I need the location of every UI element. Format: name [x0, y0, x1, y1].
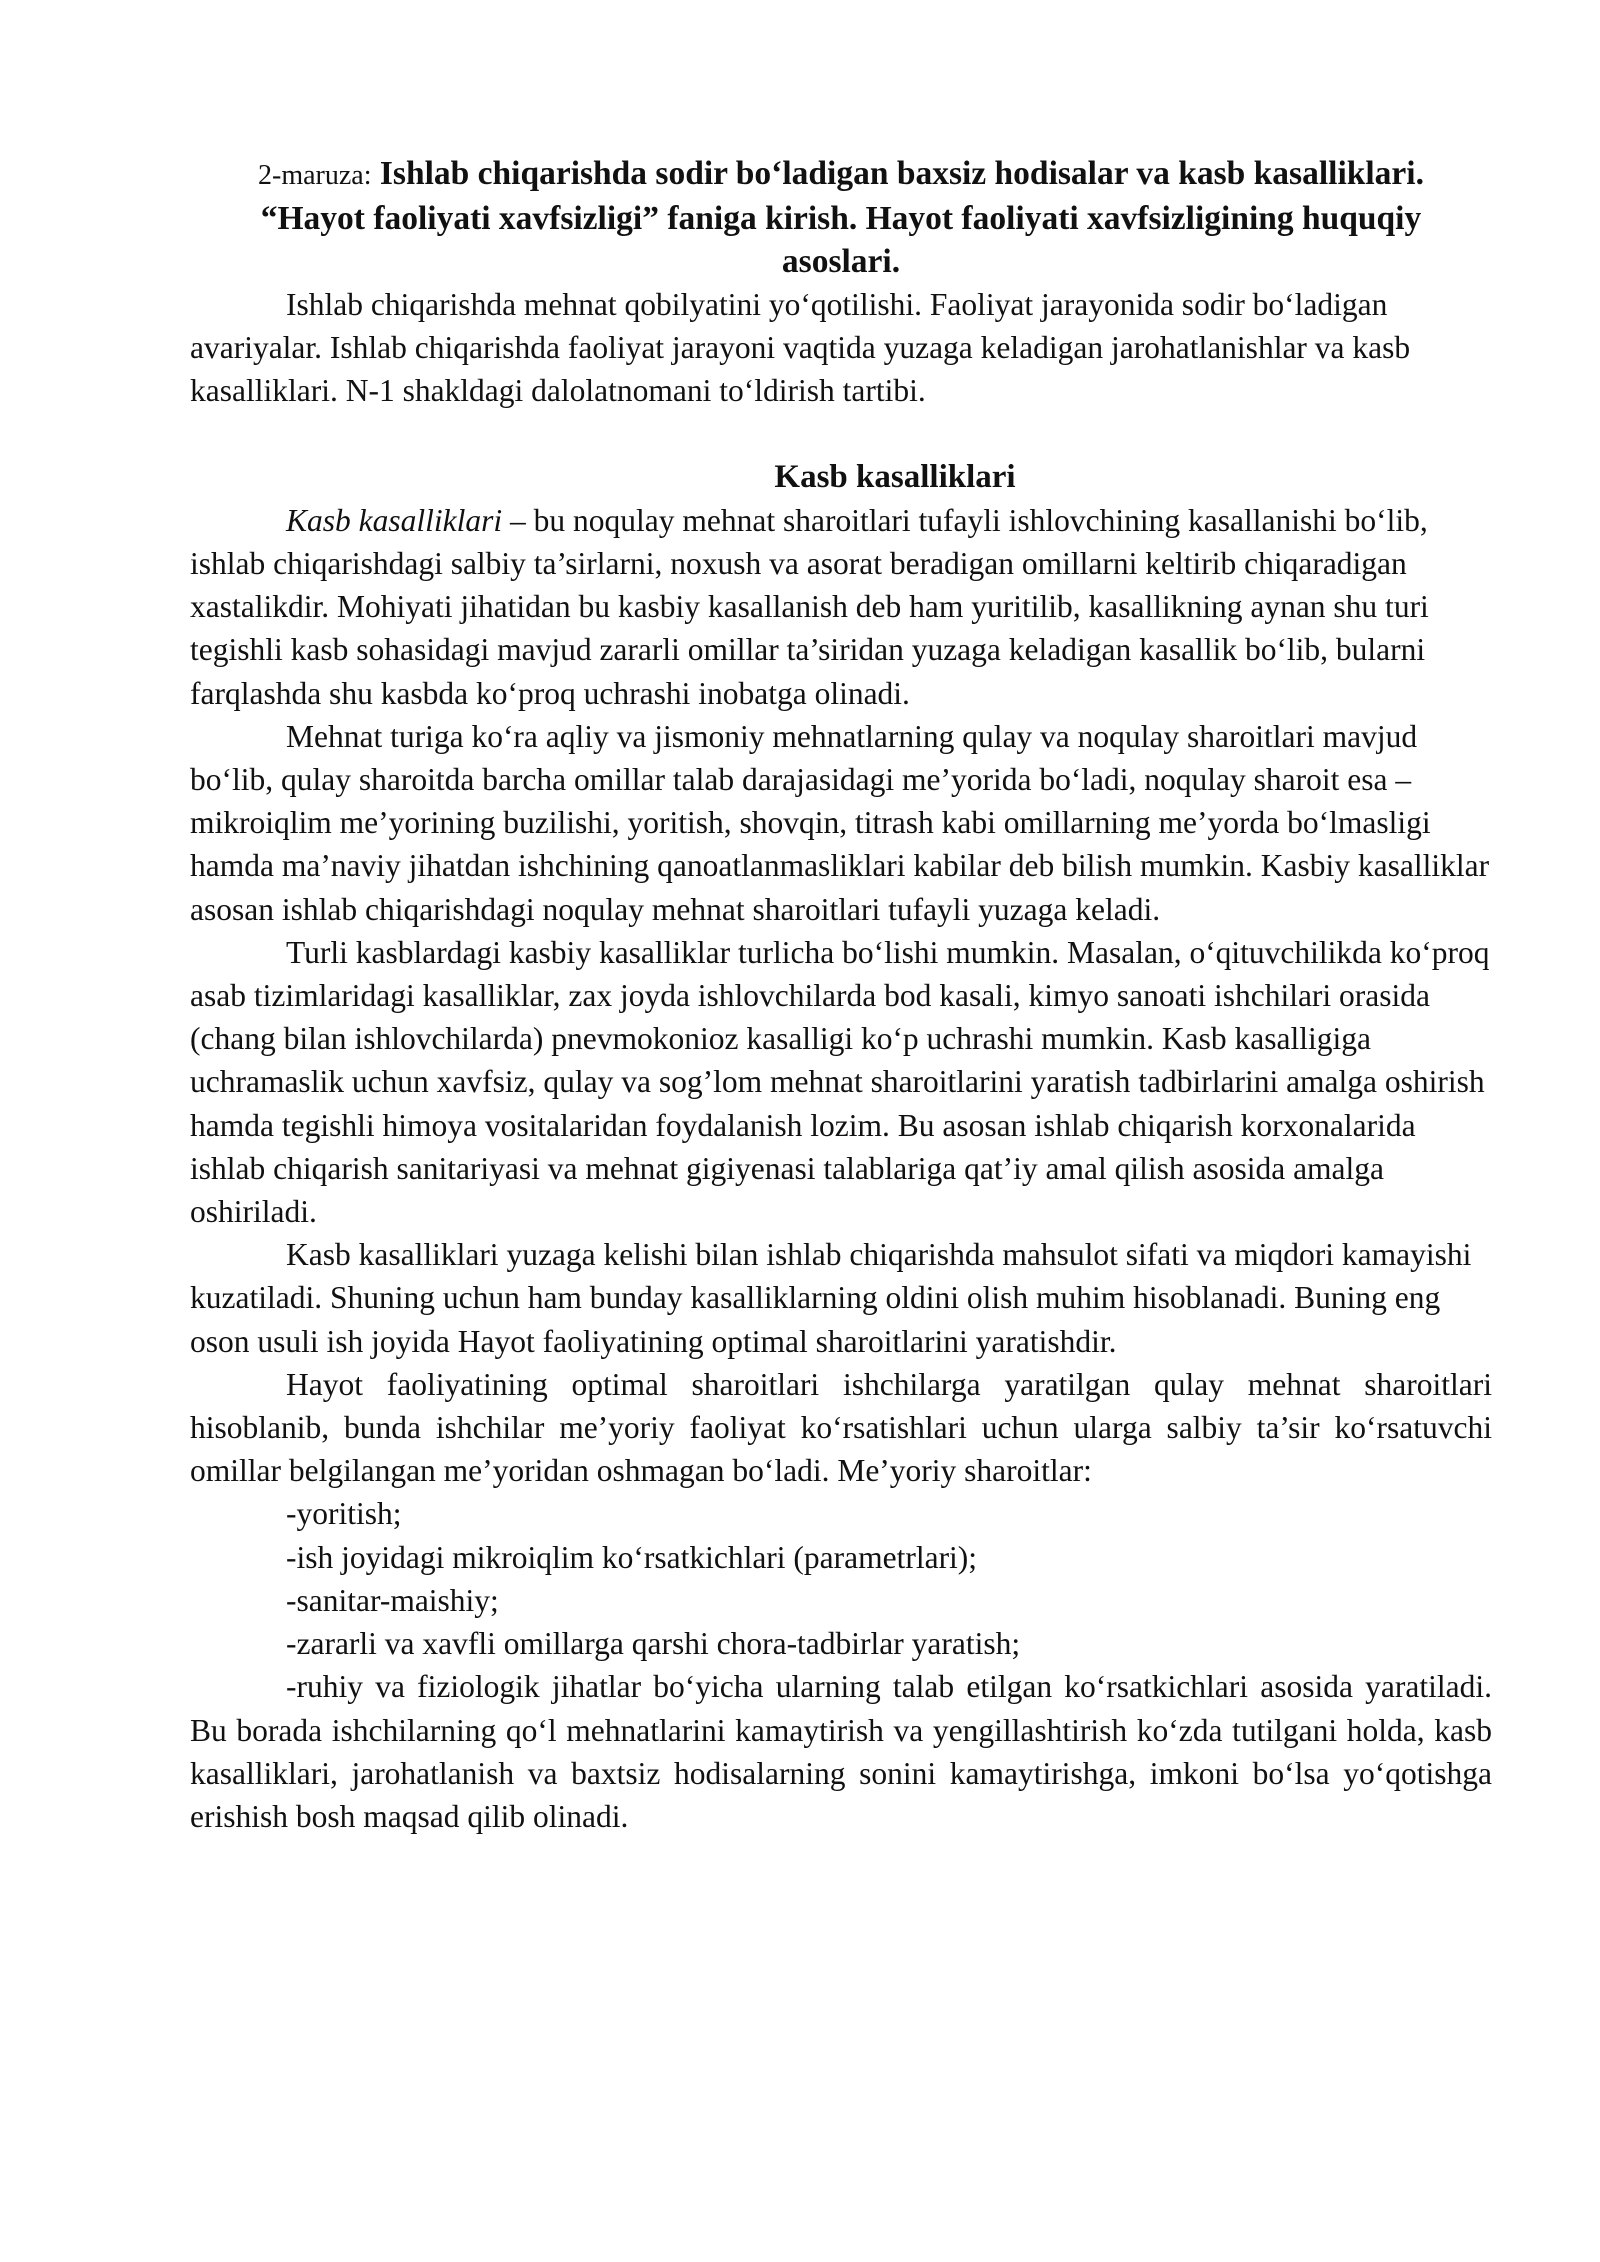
spacer [190, 413, 1492, 456]
paragraph-2: Mehnat turiga ko‘ra aqliy va jismoniy mehnatlarning qulay va noqulay sharoitlari mavjud bo‘lib, qulay sharoitda barcha omillar talab darajasidagi me’yorida bo‘ladi, noqulay sharoit esa – mikroiqlim me’yorining buzilishi, yoritish, shovqin, titrash kabi omillarning me’yorda bo‘lmasligi hamda ma’naviy jihatdan ishchining qanoatlanmasliklari kabilar deb bilish mumkin. Kasbiy kasalliklar asosan ishlab chiqarishdagi noqulay mehnat sharoitlari tufayli yuzaga keladi. [190, 718, 1490, 927]
list-item: -ish joyidagi mikroiqlim ko‘rsatkichlari (parametrlari); [286, 1539, 978, 1575]
paragraph-6: -ruhiy va fiziologik jihatlar bo‘yicha ularning talab etilgan ko‘rsatkichlari asosida yaratiladi. Bu borada ishchilarning qo‘l mehnatlarini kamaytirish va yengillashtirish ko‘zda tutilgani holda, kasb kasalliklari, jarohatlanish va baxtsiz hodisalarning sonini kamaytirishga, imkoni bo‘lsa yo‘qotishga erishish bosh maqsad qilib olinadi. [190, 1669, 1492, 1834]
paragraph-definition [190, 499, 1492, 715]
lecture-title-text: Ishlab chiqarishda sodir bo‘ladigan baxsiz hodisalar va kasb kasalliklari. “Hayot faoliyati xavfsizligi” faniga kirish. Hayot faoliyati xavfsizligining huquqiy asoslari. [260, 155, 1424, 280]
lecture-title [190, 152, 1492, 283]
paragraph-5: Hayot faoliyatining optimal sharoitlari ishchilarga yaratilgan qulay mehnat sharoitlari hisoblanib, bunda ishchilar me’yoriy faoliyat ko‘rsatishlari uchun ularga salbiy ta’sir ko‘rsatuvchi omillar belgilangan me’yoridan oshmagan bo‘ladi. Me’yoriy sharoitlar: [190, 1366, 1492, 1489]
list-item: -zararli va xavfli omillarga qarshi chora-tadbirlar yaratish; [286, 1626, 1021, 1662]
lecture-number: 2-maruza: [258, 160, 372, 191]
list-item: -sanitar-maishiy; [286, 1582, 499, 1618]
paragraph-3: Turli kasblardagi kasbiy kasalliklar turlicha bo‘lishi mumkin. Masalan, o‘qituvchilikda ko‘proq asab tizimlaridagi kasalliklar, zax joyda ishlovchilarda bod kasali, kimyo sanoati ishchilari orasida (chang bilan ishlovchilarda) pnevmokonioz kasalligi ko‘p uchrashi mumkin. Kasb kasalligiga uchramaslik uchun xavfsiz, qulay va sog’lom mehnat sharoitlarini yaratish tadbirlarini amalga oshirish hamda tegishli himoya vositalaridan foydalanish lozim. Bu asosan ishlab chiqarish korxonalarida ishlab chiqarish sanitariyasi va mehnat gigiyenasi talablariga qat’iy amal qilish asosida amalga oshiriladi. [190, 934, 1490, 1230]
paragraph-4: Kasb kasalliklari yuzaga kelishi bilan ishlab chiqarishda mahsulot sifati va miqdori kamayishi kuzatiladi. Shuning uchun ham bunday kasalliklarning oldini olish muhim hisoblanadi. Buning eng oson usuli ish joyida Hayot faoliyatining optimal sharoitlarini yaratishdir. [190, 1237, 1472, 1359]
section-heading: Kasb kasalliklari [774, 458, 1016, 495]
definition-text: – bu noqulay mehnat sharoitlari tufayli ishlovchining kasallanishi bo‘lib, ishlab chiqarishdagi salbiy ta’sirlarni, noxush va asorat beradigan omillarni keltirib chiqaradigan xastalikdir. Mohiyati jihatidan bu kasbiy kasallanish deb ham yuritilib, kasallikning aynan shu turi tegishli kasb sohasidagi mavjud zararli omillar ta’siridan yuzaga keladigan kasallik bo‘lib, bularni farqlashda shu kasbda ko‘proq uchrashi inobatga olinadi. [190, 502, 1429, 711]
intro-paragraph: Ishlab chiqarishda mehnat qobilyatini yo‘qotilishi. Faoliyat jarayonida sodir bo‘ladigan avariyalar. Ishlab chiqarishda faoliyat jarayoni vaqtida yuzaga keladigan jarohatlanishlar va kasb kasalliklari. N-1 shakldagi dalolatnomani to‘ldirish tartibi. [190, 287, 1411, 409]
term-kasb-kasalliklari: Kasb kasalliklari [286, 502, 503, 538]
list-item: -yoritish; [286, 1496, 402, 1532]
